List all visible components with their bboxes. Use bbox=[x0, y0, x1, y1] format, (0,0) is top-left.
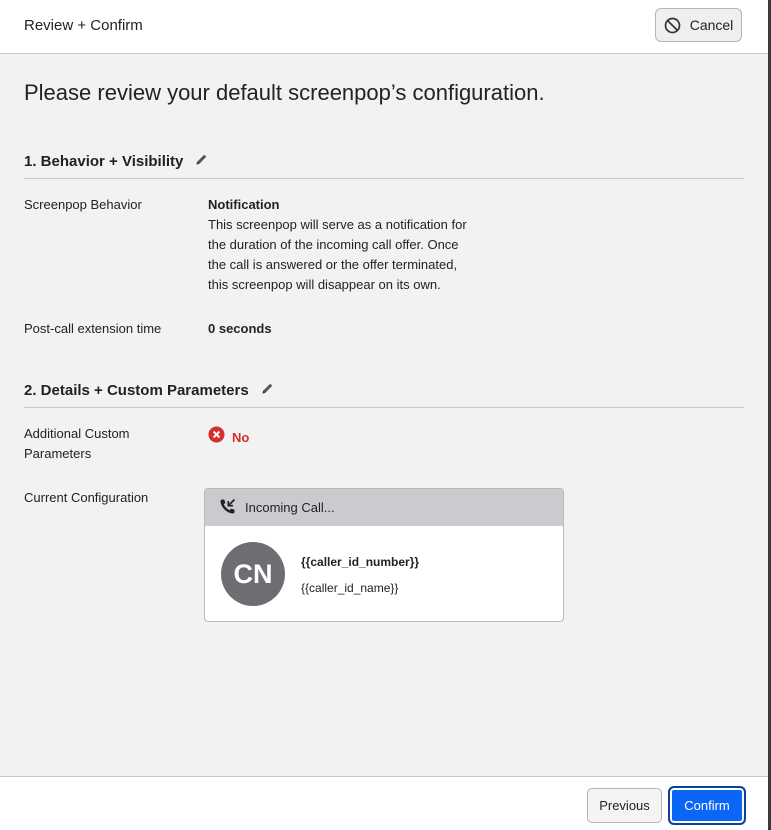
additional-custom-parameters-value bbox=[208, 426, 249, 448]
error-circle-icon bbox=[208, 426, 225, 448]
cancel-button-label: Cancel bbox=[689, 17, 734, 33]
caller-id-number: {{caller_id_number}} bbox=[301, 555, 420, 569]
pencil-icon[interactable] bbox=[195, 153, 208, 170]
section-divider bbox=[24, 178, 744, 179]
pencil-icon[interactable] bbox=[261, 382, 274, 399]
previous-button[interactable]: Previous bbox=[587, 788, 662, 823]
section-title-text: 1. Behavior + Visibility bbox=[24, 153, 184, 170]
confirm-button[interactable]: Confirm bbox=[668, 786, 746, 825]
additional-custom-parameters-label: Additional Custom Parameters bbox=[24, 426, 130, 461]
preview-header bbox=[205, 489, 563, 526]
dialog-title: Review + Confirm bbox=[24, 17, 143, 34]
screenpop-behavior-value: Notification bbox=[208, 197, 280, 212]
preview-header-text: Incoming Call... bbox=[245, 500, 335, 515]
avatar: CN bbox=[221, 542, 285, 606]
section-divider bbox=[24, 407, 744, 408]
section-details-custom-parameters-title bbox=[24, 382, 274, 399]
screenpop-behavior-description: This screenpop will serve as a notification for the duration of the incoming call offer. Once the call is answered or the offer terminated, this screenpop will disappear on its own. bbox=[208, 217, 467, 292]
page-title: Please review your default screenpop’s configuration. bbox=[24, 80, 545, 105]
dialog-header bbox=[0, 0, 768, 54]
post-call-extension-value: 0 seconds bbox=[208, 321, 272, 336]
dialog-footer bbox=[0, 776, 768, 830]
incoming-call-icon bbox=[219, 498, 236, 518]
section-title-text: 2. Details + Custom Parameters bbox=[24, 382, 249, 399]
section-behavior-visibility-title bbox=[24, 153, 208, 170]
screenpop-behavior-label: Screenpop Behavior bbox=[24, 197, 142, 212]
post-call-extension-label: Post-call extension time bbox=[24, 321, 162, 336]
params-value-text: No bbox=[232, 429, 250, 445]
caller-id-name: {{caller_id_name}} bbox=[301, 581, 399, 595]
cancel-button[interactable] bbox=[655, 8, 742, 42]
prohibited-icon bbox=[664, 17, 681, 34]
current-configuration-label: Current Configuration bbox=[24, 490, 149, 505]
screenpop-preview-card bbox=[204, 488, 564, 622]
